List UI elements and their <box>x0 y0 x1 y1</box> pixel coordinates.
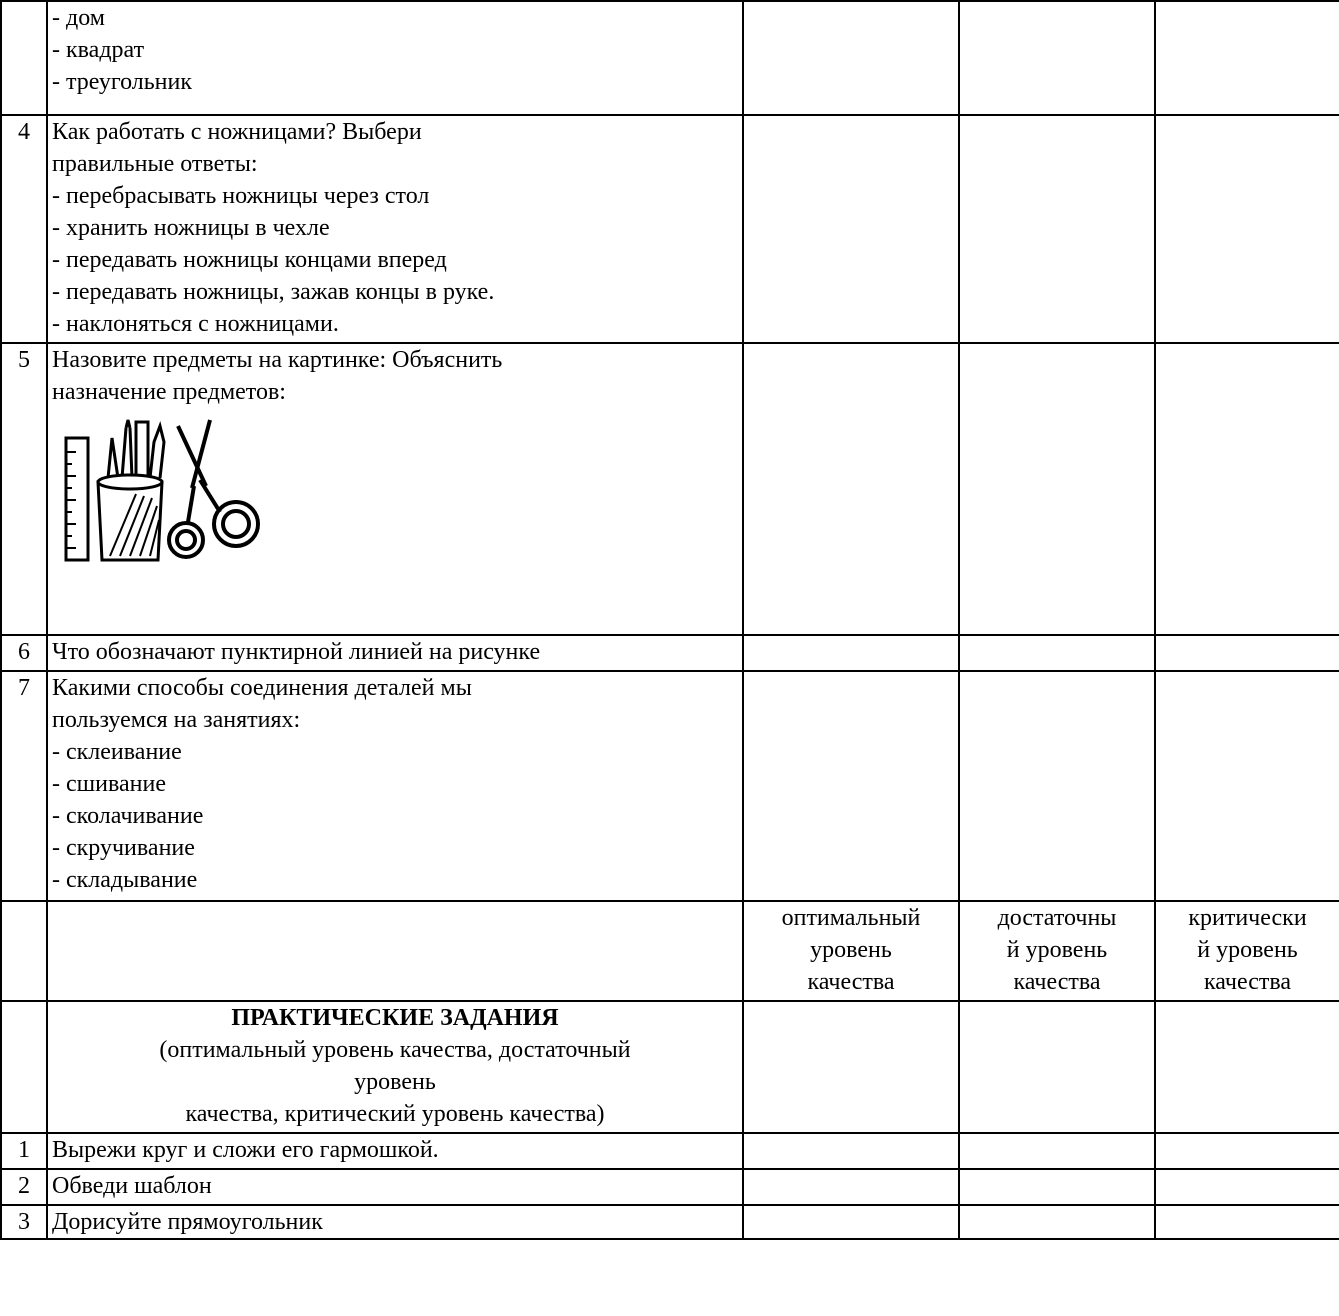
section-subheading: качества, критический уровень качества) <box>185 1101 605 1127</box>
optimal-level-cell <box>743 1 959 115</box>
critical-level-cell <box>1155 1205 1339 1239</box>
sufficient-level-cell <box>959 1001 1155 1133</box>
question-text: Что обозначают пунктирной линией на рисунке <box>52 639 541 665</box>
table-row-task-2 <box>1 1169 1339 1205</box>
critical-level-cell <box>1155 635 1339 671</box>
question-text: Назовите предметы на картинке: Объяснить <box>52 347 503 373</box>
sufficient-level-cell <box>959 635 1155 671</box>
answer-option: - скручивание <box>52 835 195 861</box>
table-row-q5 <box>1 343 1339 635</box>
empty-cell <box>1 901 47 1001</box>
answer-option: - наклоняться с ножницами. <box>52 311 339 337</box>
optimal-level-cell <box>743 343 959 635</box>
task-text: Дорисуйте прямоугольник <box>47 1205 743 1239</box>
section-subheading: (оптимальный уровень качества, достаточный <box>159 1037 631 1063</box>
sufficient-level-cell <box>959 1 1155 115</box>
section-subheading: уровень <box>354 1069 436 1095</box>
table-row-task-3 <box>1 1205 1339 1239</box>
table-row-q4 <box>1 115 1339 343</box>
empty-cell <box>47 901 743 1001</box>
optimal-level-cell <box>743 1133 959 1169</box>
question-number: 7 <box>1 671 47 901</box>
question-number: 6 <box>1 635 47 671</box>
sufficient-level-cell <box>959 115 1155 343</box>
answer-option: - сшивание <box>52 771 166 797</box>
critical-level-cell <box>1155 1133 1339 1169</box>
sufficient-level-header: достаточны й уровень качества <box>959 901 1155 1001</box>
section-heading: ПРАКТИЧЕСКИЕ ЗАДАНИЯ <box>231 1005 559 1031</box>
question-text-cell <box>47 343 743 635</box>
question-text-cell <box>47 671 743 901</box>
table-row-practical-heading <box>1 1001 1339 1133</box>
table-row-task-1 <box>1 1133 1339 1169</box>
optimal-level-cell <box>743 635 959 671</box>
answer-option: - треугольник <box>52 69 193 95</box>
optimal-level-cell <box>743 671 959 901</box>
answer-option: - передавать ножницы, зажав концы в руке. <box>52 279 495 305</box>
task-number: 3 <box>1 1205 47 1239</box>
critical-level-cell <box>1155 115 1339 343</box>
table-row-q3-continuation <box>1 1 1339 115</box>
optimal-level-cell <box>743 1001 959 1133</box>
answer-option: - хранить ножницы в чехле <box>52 215 330 241</box>
answer-option: - квадрат <box>52 37 145 63</box>
critical-level-header: критически й уровень качества <box>1155 901 1339 1001</box>
sufficient-level-cell <box>959 343 1155 635</box>
critical-level-cell <box>1155 1169 1339 1205</box>
empty-cell <box>1 1001 47 1133</box>
table-row-levels-header <box>1 901 1339 1001</box>
answer-option: - сколачивание <box>52 803 204 829</box>
critical-level-cell <box>1155 671 1339 901</box>
table-row-q6 <box>1 635 1339 671</box>
table-row-q7 <box>1 671 1339 901</box>
sufficient-level-cell <box>959 671 1155 901</box>
answer-option: - складывание <box>52 867 198 893</box>
task-text: Вырежи круг и сложи его гармошкой. <box>47 1133 743 1169</box>
ruler-pencil-cup-scissors-icon <box>60 416 270 566</box>
answer-option: - передавать ножницы концами вперед <box>52 247 447 273</box>
question-text: Как работать с ножницами? Выбери <box>52 119 422 145</box>
answer-option: - перебрасывать ножницы через стол <box>52 183 430 209</box>
task-text: Обведи шаблон <box>47 1169 743 1205</box>
question-text: пользуемся на занятиях: <box>52 707 301 733</box>
question-number-cell <box>1 1 47 115</box>
question-number: 4 <box>1 115 47 343</box>
optimal-level-cell <box>743 1169 959 1205</box>
question-text: правильные ответы: <box>52 151 258 177</box>
question-text: назначение предметов: <box>52 379 286 405</box>
answer-option: - склеивание <box>52 739 182 765</box>
question-text-cell <box>47 635 743 671</box>
answer-option: - дом <box>52 5 105 31</box>
question-text-cell <box>47 115 743 343</box>
optimal-level-cell <box>743 115 959 343</box>
optimal-level-cell <box>743 1205 959 1239</box>
sufficient-level-cell <box>959 1169 1155 1205</box>
critical-level-cell <box>1155 1001 1339 1133</box>
task-number: 2 <box>1 1169 47 1205</box>
question-text: Какими способы соединения деталей мы <box>52 675 472 701</box>
question-text-cell <box>47 1 743 115</box>
practical-heading-cell <box>47 1001 743 1133</box>
critical-level-cell <box>1155 1 1339 115</box>
task-number: 1 <box>1 1133 47 1169</box>
critical-level-cell <box>1155 343 1339 635</box>
sufficient-level-cell <box>959 1205 1155 1239</box>
question-number: 5 <box>1 343 47 635</box>
sufficient-level-cell <box>959 1133 1155 1169</box>
optimal-level-header: оптимальный уровень качества <box>743 901 959 1001</box>
